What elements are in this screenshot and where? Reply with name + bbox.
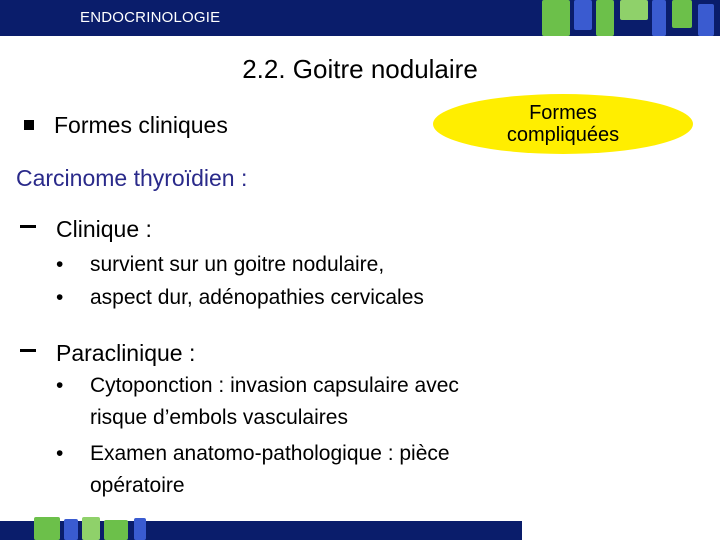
slide-title: 2.2. Goitre nodulaire: [242, 54, 478, 84]
bubble-line-2: compliquées: [506, 124, 620, 146]
tile-green-4: [672, 0, 692, 28]
list-item-line: risque d’embols vasculaires: [90, 406, 348, 429]
footer-tile-green-2: [82, 517, 100, 540]
list-item: [56, 285, 424, 311]
list-item-line: opératoire: [90, 474, 185, 497]
dot-bullet-icon: •: [56, 253, 64, 276]
footer-tile-blue-2: [134, 518, 146, 540]
footer-tile-green-3: [104, 520, 128, 540]
section-heading: Carcinome thyroïdien :: [16, 165, 248, 191]
list-item: [56, 252, 385, 278]
tile-blue-2: [652, 0, 666, 36]
list-item-text: survient sur un goitre nodulaire,: [90, 253, 385, 276]
formes-compliquees-bubble: [433, 94, 693, 154]
footer-bar: [0, 521, 522, 540]
tile-green-1: [542, 0, 570, 36]
group-label: Paraclinique :: [56, 340, 196, 366]
tile-blue-3: [698, 4, 714, 36]
list-item-text: aspect dur, adénopathies cervicales: [90, 286, 424, 309]
group-paraclinique: [20, 340, 195, 367]
group-clinique: [20, 216, 152, 243]
tile-blue-1: [574, 0, 592, 30]
dot-bullet-icon: •: [56, 286, 64, 309]
dash-bullet-icon: [20, 225, 36, 228]
list-item-line: Cytoponction : invasion capsulaire avec: [90, 374, 459, 397]
dash-bullet-icon: [20, 349, 36, 352]
list-item: [56, 373, 459, 431]
bullet-text: Formes cliniques: [54, 112, 228, 138]
tile-green-3: [620, 0, 648, 20]
dot-bullet-icon: •: [56, 374, 64, 397]
bubble-line-1: Formes: [529, 102, 597, 124]
tile-green-2: [596, 0, 614, 36]
footer-tile-blue-1: [64, 519, 78, 540]
footer-tile-green-1: [34, 517, 60, 540]
list-item-line: Examen anatomo-pathologique : pièce: [90, 442, 450, 465]
group-label: Clinique :: [56, 216, 152, 242]
dot-bullet-icon: •: [56, 442, 64, 465]
list-item: [56, 441, 450, 499]
square-bullet-icon: [24, 120, 34, 130]
header-title: ENDOCRINOLOGIE: [80, 9, 221, 26]
bullet-formes-cliniques: [24, 112, 228, 139]
